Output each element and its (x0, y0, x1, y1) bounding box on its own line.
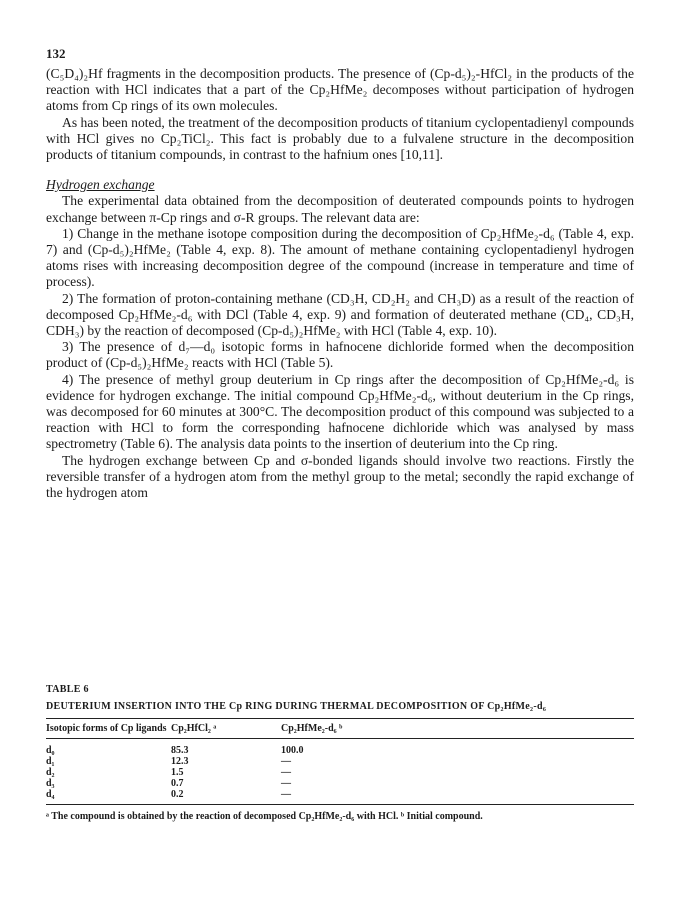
table-footnote: ᵃ The compound is obtained by the reaction of decomposed Cp₂HfMe₂-d₆ with HCl. ᵇ Initial compound. (46, 811, 483, 822)
paragraph-item-4: 4) The presence of methyl group deuterium in Cp rings after the decomposition of Cp₂HfMe₂-d₆ is evidence for hydrogen exchange. The initial compound Cp₂HfMe₂-d₆, without deuterium in the Cp rings, was decomposed for 60 minutes at 300°C. The decomposition product of this compound was subjected to a reaction with HCl to form the corresponding hafnocene dichloride which was analysed by mass spectrometry (Table 6). The analysis data points to the insertion of deuterium into the Cp ring. (46, 371, 634, 452)
body-text (46, 66, 634, 501)
data-table (46, 718, 634, 805)
paragraph-continuation: (C₅D₄)₂Hf fragments in the decomposition products. The presence of (Cp-d₅)₂-HfCl₂ in the products of the reaction with HCl indicates that a part of the Cp₂HfMe₂ decomposes without participation of hydrogen atoms from Cp rings of its own molecules. (46, 66, 634, 114)
table-row (46, 756, 634, 767)
table-6 (46, 684, 634, 822)
header-cp2hfme2-d6: Cp₂HfMe₂-d₆ ᵇ (281, 723, 343, 734)
table-row (46, 778, 634, 789)
cell-form: d₁ (46, 756, 55, 767)
header-cp2hfcl2: Cp₂HfCl₂ ᵃ (171, 723, 217, 734)
cell-form: d₄ (46, 789, 55, 800)
cell-a: 1.5 (171, 767, 184, 778)
page-number: 132 (46, 46, 66, 61)
paragraph-item-3: 3) The presence of d₇—d₀ isotopic forms in hafnocene dichloride formed when the decomposition product of (Cp-d₅)₂HfMe₂ reacts with HCl (Table 5). (46, 339, 634, 371)
cell-b: — (281, 789, 291, 800)
cell-b: — (281, 778, 291, 789)
paragraph-titanium-note: As has been noted, the treatment of the decomposition products of titanium cyclopentadienyl compounds with HCl gives no Cp₂TiCl₂. This fact is probably due to a fulvalene structure in the decomposition products of titanium compounds, in contrast to the hafnium ones [10,11]. (46, 114, 634, 163)
table-title: DEUTERIUM INSERTION INTO THE Cp RING DURING THERMAL DECOMPOSITION OF Cp₂HfMe₂-d₆ (46, 701, 547, 712)
paragraph-item-2: 2) The formation of proton-containing methane (CD₃H, CD₂H₂ and CH₃D) as a result of the reaction of decomposed Cp₂HfMe₂-d₆ with DCl (Table 4, exp. 9) and formation of deuterated methane (CD₄, CD₃H, CDH₃) by the reaction of decomposed (Cp-d₅)₂HfMe₂ with HCl (Table 4, exp. 10). (46, 290, 634, 339)
cell-a: 85.3 (171, 745, 189, 756)
table-header-row (46, 719, 634, 739)
cell-a: 12.3 (171, 756, 189, 767)
header-isotopic-forms: Isotopic forms of Cp ligands (46, 723, 167, 734)
cell-b: — (281, 767, 291, 778)
cell-form: d₂ (46, 767, 55, 778)
table-row (46, 789, 634, 805)
paragraph-exchange-intro: The experimental data obtained from the decomposition of deuterated compounds points to hydrogen exchange between π-Cp rings and σ-R groups. The relevant data are: (46, 193, 634, 225)
table-label: TABLE 6 (46, 684, 89, 695)
table-row (46, 767, 634, 778)
cell-form: d₃ (46, 778, 55, 789)
cell-a: 0.7 (171, 778, 184, 789)
cell-a: 0.2 (171, 789, 184, 800)
cell-b: 100.0 (281, 745, 304, 756)
paragraph-exchange-reactions: The hydrogen exchange between Cp and σ-bonded ligands should involve two reactions. Firstly the reversible transfer of a hydrogen atom from the methyl group to the metal; secondly the rapid exchange of the hydrogen atom (46, 452, 634, 501)
paragraph-item-1: 1) Change in the methane isotope composition during the decomposition of Cp₂HfMe₂-d₆ (Table 4, exp. 7) and (Cp-d₅)₂HfMe₂ (Table 4, exp. 8). The amount of methane containing cyclopentadienyl hydrogen atoms rises with increasing decomposition degree of the compound (increase in temperature and time of process). (46, 225, 634, 290)
cell-form: d₀ (46, 745, 55, 756)
table-row (46, 739, 634, 757)
cell-b: — (281, 756, 291, 767)
section-heading: Hydrogen exchange (46, 177, 155, 193)
